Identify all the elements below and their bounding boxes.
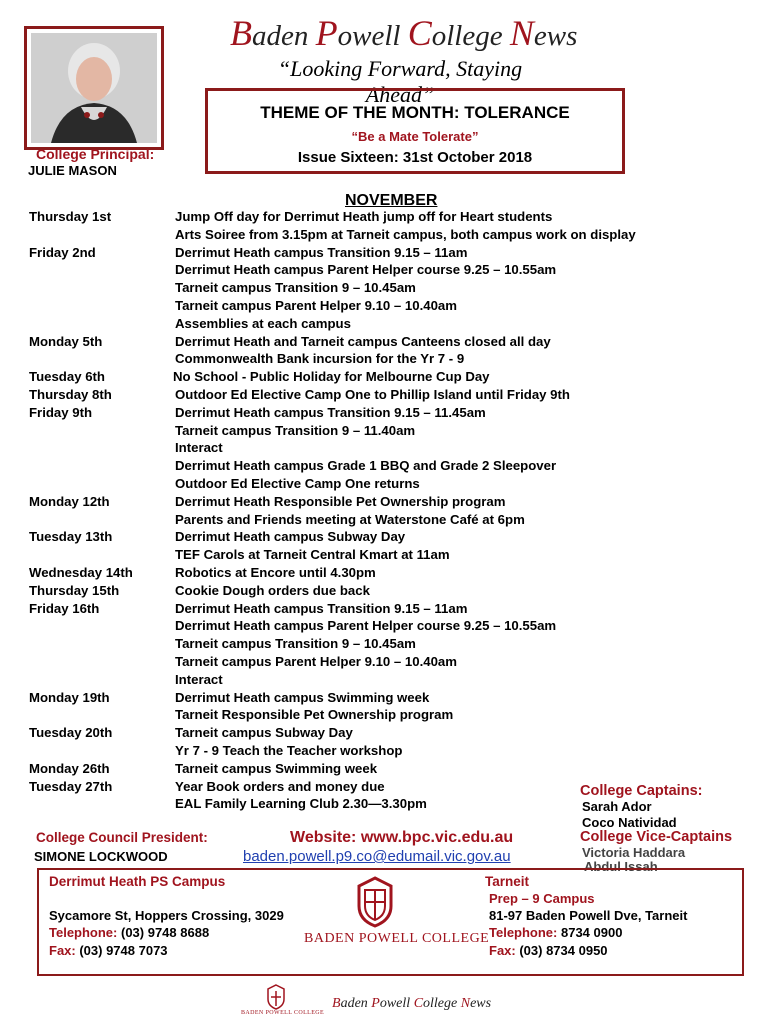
calendar-row — [0, 405, 770, 423]
calendar-event: Cookie Dough orders due back — [175, 582, 370, 598]
newsletter-motto: “Looking Forward, Staying Ahead” — [277, 56, 523, 107]
calendar-row — [0, 529, 770, 547]
calendar-day: Friday 2nd — [29, 244, 96, 260]
calendar-row — [0, 298, 770, 316]
fax-value: (03) 9748 7073 — [75, 943, 168, 958]
title-word-rest: ollege — [431, 20, 510, 52]
fax-label: Fax: — [489, 943, 516, 958]
principal-photo-frame — [24, 26, 164, 150]
issue-label: Issue Sixteen: 31st October 2018 — [297, 149, 533, 166]
calendar-event: TEF Carols at Tarneit Central Kmart at 11am — [175, 547, 450, 563]
calendar-event: EAL Family Learning Club 2.30—3.30pm — [175, 796, 427, 812]
calendar-day: Tuesday 27th — [29, 778, 113, 794]
calendar-event: Tarneit campus Transition 9 – 11.40am — [175, 422, 416, 438]
calendar-day: Friday 16th — [29, 600, 100, 616]
calendar-row — [0, 547, 770, 565]
captain-name: Coco Natividad — [582, 815, 677, 830]
calendar-row — [0, 227, 770, 245]
calendar-day: Thursday 8th — [29, 386, 112, 402]
website-link[interactable]: Website: www.bpc.vic.edu.au — [290, 829, 514, 846]
calendar-event: Tarneit campus Subway Day — [175, 725, 353, 741]
calendar-row — [0, 654, 770, 672]
title-capital-letter: P — [371, 996, 380, 1011]
telephone-value: 8734 0900 — [557, 925, 623, 940]
captains-label: College Captains: — [580, 783, 703, 799]
calendar-row — [0, 440, 770, 458]
calendar-day: Thursday 15th — [29, 582, 120, 598]
calendar-event: Tarneit Responsible Pet Ownership program — [175, 707, 454, 723]
calendar-list — [0, 209, 770, 814]
calendar-day: Tuesday 20th — [29, 725, 113, 741]
calendar-row — [0, 601, 770, 619]
calendar-event: Interact — [175, 671, 223, 687]
calendar-event: Derrimut Heath campus Transition 9.15 – 11am — [175, 600, 468, 616]
calendar-row — [0, 458, 770, 476]
calendar-event: Derrimut Heath campus Subway Day — [175, 529, 406, 545]
college-logo-text-small: BADEN POWELL COLLEGE — [241, 1010, 325, 1016]
calendar-event: Tarneit campus Parent Helper 9.10 – 10.40am — [175, 653, 457, 669]
calendar-event: Year Book orders and money due — [175, 778, 385, 794]
calendar-event: No School - Public Holiday for Melbourne Cup Day — [173, 369, 490, 385]
theme-title: THEME OF THE MONTH: TOLERANCE — [260, 103, 570, 122]
calendar-event: Derrimut Heath campus Parent Helper course 9.25 – 10.55am — [175, 262, 557, 278]
calendar-row — [0, 316, 770, 334]
calendar-event: Interact — [175, 440, 223, 456]
principal-portrait-image — [31, 33, 157, 143]
month-heading: NOVEMBER — [345, 192, 438, 209]
title-word-rest: ews — [470, 996, 492, 1011]
calendar-day: Wednesday 14th — [29, 564, 133, 580]
calendar-row — [0, 423, 770, 441]
calendar-event: Outdoor Ed Elective Camp One returns — [175, 475, 420, 491]
title-capital-letter: B — [332, 996, 341, 1011]
calendar-row — [0, 690, 770, 708]
calendar-event: Assemblies at each campus — [175, 315, 351, 331]
calendar-event: Parents and Friends meeting at Waterstone Café at 6pm — [175, 511, 525, 527]
campus-right-address: 81-97 Baden Powell Dve, Tarneit — [489, 908, 688, 923]
theme-subtitle: “Be a Mate Tolerate” — [351, 129, 479, 144]
fax-label: Fax: — [49, 943, 76, 958]
calendar-row — [0, 334, 770, 352]
title-word-rest: ews — [533, 20, 578, 52]
title-word-rest: owell — [337, 20, 408, 52]
calendar-row — [0, 369, 770, 387]
campus-left-address: Sycamore St, Hoppers Crossing, 3029 — [49, 908, 284, 923]
council-president-name: SIMONE LOCKWOOD — [34, 849, 168, 864]
calendar-row — [0, 583, 770, 601]
title-capital-letter: B — [230, 13, 252, 53]
email-link[interactable]: baden.powell.p9.co@edumail.vic.gov.au — [243, 848, 511, 865]
telephone-label: Telephone: — [489, 925, 558, 940]
title-capital-letter: N — [509, 13, 534, 53]
calendar-day: Monday 5th — [29, 333, 103, 349]
calendar-day: Thursday 1st — [29, 209, 112, 224]
calendar-event: Derrimut Heath campus Transition 9.15 – 11.45am — [175, 404, 486, 420]
footer-newsletter-title — [332, 996, 491, 1012]
calendar-event: Tarneit campus Transition 9 – 10.45am — [175, 636, 416, 652]
title-word-rest: aden — [252, 20, 316, 52]
calendar-row — [0, 280, 770, 298]
calendar-event: Tarneit campus Parent Helper 9.10 – 10.40am — [175, 297, 457, 313]
telephone-value: (03) 9748 8688 — [117, 925, 210, 940]
campus-right-fax — [489, 943, 608, 958]
calendar-event: Derrimut Heath campus Transition 9.15 – 11am — [175, 244, 468, 260]
calendar-row — [0, 707, 770, 725]
title-word-rest: ollege — [423, 996, 461, 1011]
calendar-day: Monday 26th — [29, 760, 110, 776]
calendar-event: Tarneit campus Swimming week — [175, 760, 378, 776]
calendar-day: Friday 9th — [29, 404, 93, 420]
campus-left-name: Derrimut Heath PS Campus — [49, 874, 226, 889]
campus-right-name: Tarneit — [485, 874, 530, 889]
calendar-row — [0, 618, 770, 636]
campus-right-prep: Prep – 9 Campus — [489, 891, 595, 906]
principal-label: College Principal: — [36, 146, 155, 162]
calendar-row — [0, 743, 770, 761]
calendar-event: Derrimut Heath and Tarneit campus Canteens closed all day — [175, 333, 551, 349]
calendar-row — [0, 387, 770, 405]
calendar-day: Monday 19th — [29, 689, 110, 705]
calendar-row — [0, 245, 770, 263]
title-capital-letter: C — [407, 13, 432, 53]
calendar-row — [0, 351, 770, 369]
theme-box — [205, 88, 625, 174]
fax-value: (03) 8734 0950 — [515, 943, 608, 958]
calendar-event: Outdoor Ed Elective Camp One to Phillip Island until Friday 9th — [175, 386, 570, 402]
principal-photo — [31, 33, 157, 143]
title-capital-letter: N — [460, 996, 471, 1011]
calendar-event: Derrimut Heath campus Parent Helper course 9.25 – 10.55am — [175, 618, 557, 634]
vice-captain-name: Victoria Haddara — [582, 845, 686, 860]
calendar-row — [0, 565, 770, 583]
calendar-event: Commonwealth Bank incursion for the Yr 7 - 9 — [175, 351, 465, 367]
title-capital-letter: C — [413, 996, 424, 1011]
calendar-row — [0, 761, 770, 779]
calendar-day: Tuesday 13th — [29, 529, 113, 545]
calendar-event: Derrimut Heath campus Swimming week — [175, 689, 430, 705]
college-crest-icon — [353, 876, 397, 933]
calendar-day: Tuesday 6th — [29, 369, 105, 385]
calendar-row — [0, 262, 770, 280]
calendar-event: Arts Soiree from 3.15pm at Tarneit campus, both campus work on display — [175, 226, 636, 242]
calendar-row — [0, 494, 770, 512]
calendar-row — [0, 209, 770, 227]
principal-name: JULIE MASON — [28, 163, 117, 178]
title-word-rest: owell — [379, 996, 414, 1011]
calendar-event: Derrimut Heath campus Grade 1 BBQ and Grade 2 Sleepover — [175, 458, 557, 474]
college-logo-text: BADEN POWELL COLLEGE — [304, 931, 490, 946]
title-word-rest: aden — [340, 996, 372, 1011]
title-capital-letter: P — [315, 13, 338, 53]
calendar-event: Derrimut Heath Responsible Pet Ownership program — [175, 493, 506, 509]
vice-captains-label: College Vice-Captains — [580, 829, 733, 845]
calendar-row — [0, 512, 770, 530]
calendar-event: Robotics at Encore until 4.30pm — [175, 564, 376, 580]
campus-right-telephone — [489, 925, 622, 940]
campus-left-fax — [49, 943, 168, 958]
captain-name: Sarah Ador — [582, 799, 652, 814]
newsletter-title — [230, 12, 590, 54]
campus-left-telephone — [49, 925, 209, 940]
calendar-event: Jump Off day for Derrimut Heath jump off for Heart students — [175, 209, 553, 224]
calendar-event: Tarneit campus Transition 9 – 10.45am — [175, 280, 416, 296]
calendar-row — [0, 636, 770, 654]
telephone-label: Telephone: — [49, 925, 118, 940]
calendar-row — [0, 725, 770, 743]
calendar-day: Monday 12th — [29, 493, 110, 509]
vice-captain-name: Abdul Issah — [584, 859, 658, 874]
council-president-label: College Council President: — [36, 830, 208, 845]
calendar-event: Yr 7 - 9 Teach the Teacher workshop — [175, 742, 403, 758]
calendar-row — [0, 672, 770, 690]
calendar-row — [0, 476, 770, 494]
